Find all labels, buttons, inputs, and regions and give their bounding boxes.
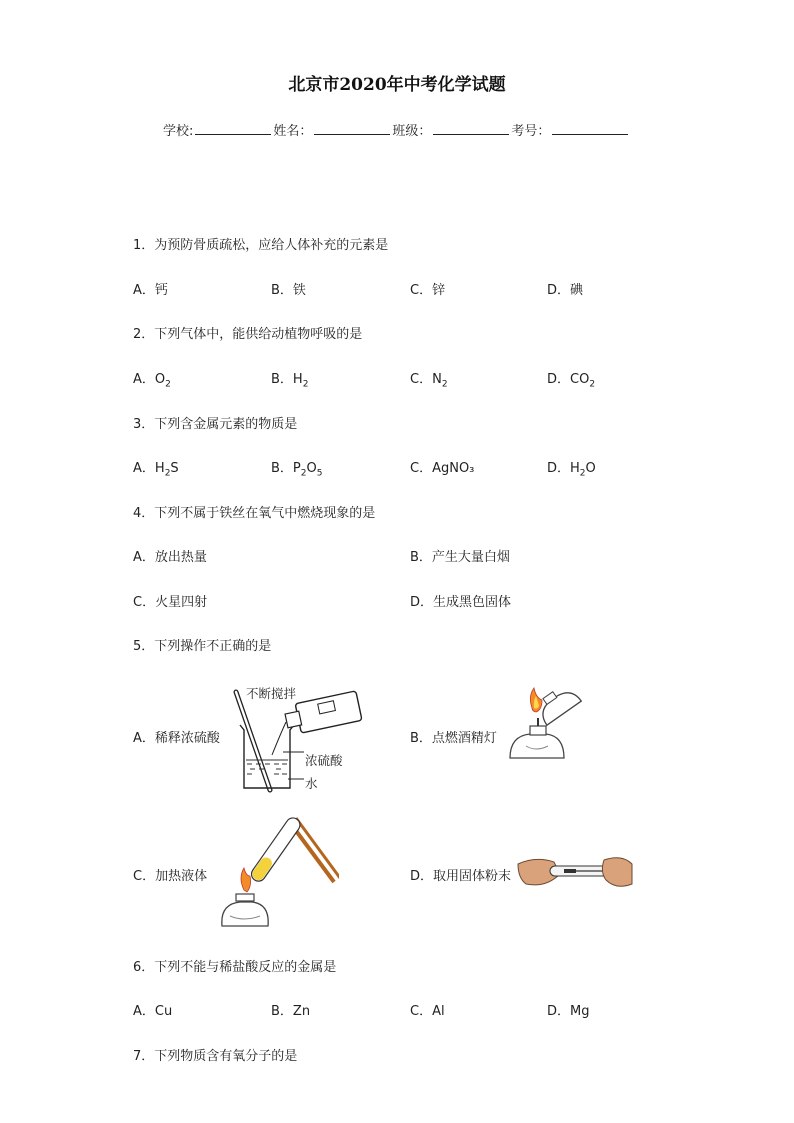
q2-option-d[interactable]: D．$CO_2$ bbox=[547, 372, 596, 390]
q6-option-b[interactable]: B．Zn bbox=[271, 1004, 311, 1019]
burner-body bbox=[222, 902, 268, 926]
question-2: 2．下列气体中，能供给动植物呼吸的是 bbox=[133, 327, 363, 342]
question-5: 5．下列操作不正确的是 bbox=[133, 639, 272, 654]
heating-liquid-figure bbox=[214, 812, 339, 932]
test-tube bbox=[249, 815, 303, 884]
q3-option-a[interactable]: A．$H_2S$ bbox=[133, 461, 179, 479]
question-3: 3．下列含金属元素的物质是 bbox=[133, 417, 298, 432]
exam-no-blank[interactable] bbox=[552, 122, 628, 135]
school-blank[interactable] bbox=[195, 122, 271, 135]
class-label: 班级： bbox=[392, 124, 432, 139]
q5-option-d[interactable]: D．取用固体粉末 bbox=[410, 869, 512, 884]
burner-flame bbox=[241, 868, 251, 892]
q5-option-a[interactable]: A．稀释浓硫酸 bbox=[133, 731, 220, 746]
q4-option-c[interactable]: C．火星四射 bbox=[133, 595, 208, 610]
class-blank[interactable] bbox=[433, 122, 509, 135]
q6-option-d[interactable]: D．Mg bbox=[547, 1004, 590, 1019]
label-acid: 浓硫酸 bbox=[305, 753, 343, 768]
q6-option-a[interactable]: A．Cu bbox=[133, 1004, 173, 1019]
exam-no-label: 考号： bbox=[511, 124, 551, 139]
acid-stream bbox=[272, 722, 286, 755]
q2-option-b[interactable]: B．$H_2$ bbox=[271, 372, 309, 390]
q1-option-d[interactable]: D．碘 bbox=[547, 283, 584, 298]
question-7: 7．下列物质含有氧分子的是 bbox=[133, 1049, 298, 1064]
q3-option-c[interactable]: C．AgNO₃ bbox=[410, 461, 475, 476]
q3-option-b[interactable]: B．$P_2O_5$ bbox=[271, 461, 323, 479]
q5-option-c[interactable]: C．加热液体 bbox=[133, 869, 208, 884]
q6-option-c[interactable]: C．Al bbox=[410, 1004, 445, 1019]
q1-option-c[interactable]: C．锌 bbox=[410, 283, 446, 298]
page-title: 北京市2020年中考化学试题 bbox=[288, 75, 506, 95]
q1-option-b[interactable]: B．铁 bbox=[271, 283, 306, 298]
q4-option-d[interactable]: D．生成黑色固体 bbox=[410, 595, 512, 610]
question-4: 4．下列不属于铁丝在氧气中燃烧现象的是 bbox=[133, 506, 376, 521]
q4-option-b[interactable]: B．产生大量白烟 bbox=[410, 550, 510, 565]
alcohol-lamp-figure bbox=[500, 686, 590, 778]
q5-option-b[interactable]: B．点燃酒精灯 bbox=[410, 731, 497, 746]
school-label: 学校: bbox=[163, 124, 194, 139]
name-blank[interactable] bbox=[314, 122, 390, 135]
label-stir: 不断搅拌 bbox=[246, 686, 297, 701]
student-info-line bbox=[163, 120, 630, 139]
question-1: 1．为预防骨质疏松，应给人体补充的元素是 bbox=[133, 238, 389, 253]
right-hand bbox=[602, 858, 632, 887]
name-label: 姓名： bbox=[273, 124, 313, 139]
q1-option-a[interactable]: A．钙 bbox=[133, 283, 168, 298]
q3-option-d[interactable]: D．$H_2O$ bbox=[547, 461, 596, 479]
q4-option-a[interactable]: A．放出热量 bbox=[133, 550, 207, 565]
powder-figure bbox=[516, 850, 634, 898]
label-water: 水 bbox=[305, 776, 318, 791]
q2-option-a[interactable]: A．$O_2$ bbox=[133, 372, 171, 390]
water-lines bbox=[246, 760, 288, 774]
lamp-body bbox=[510, 734, 564, 758]
question-6: 6．下列不能与稀盐酸反应的金属是 bbox=[133, 960, 337, 975]
q2-option-c[interactable]: C．$N_2$ bbox=[410, 372, 448, 390]
